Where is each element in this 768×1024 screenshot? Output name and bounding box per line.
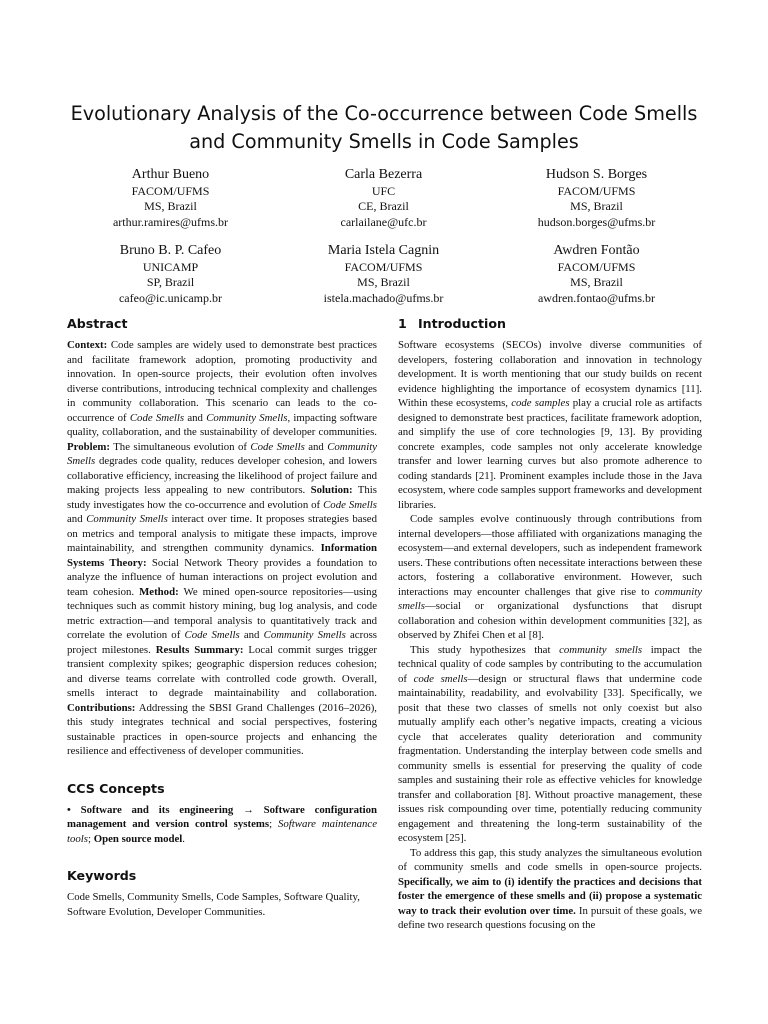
section-title: Introduction	[418, 316, 506, 331]
author-location: CE, Brazil	[358, 199, 409, 214]
author-card	[277, 242, 490, 306]
abstract-span: The simultaneous evolution of	[109, 440, 251, 453]
left-column	[67, 316, 377, 919]
text-span: To address this gap, this study analyzes the simultaneous evolution of community smells and code smells in open-source projects.	[398, 846, 702, 873]
abstract-span: and	[304, 440, 328, 453]
author-email: awdren.fontao@ufms.br	[537, 290, 656, 305]
problem-label: Problem:	[67, 440, 110, 453]
abstract-heading: Abstract	[67, 316, 128, 331]
text-span: code smells	[413, 672, 468, 685]
abstract-span: degrades code quality, reduces developer cohesion, and lowers collaborative efficiency, increasing the likelihood of project failure and making projects less appealing to new contributors.	[67, 455, 377, 496]
text-span: community smells	[559, 643, 643, 656]
ccs-heading: CCS Concepts	[67, 780, 165, 796]
ccs-concept: Open source model	[93, 832, 183, 845]
author-card	[490, 242, 703, 306]
author-card	[277, 166, 490, 230]
author-email: cafeo@ic.unicamp.br	[118, 290, 222, 305]
text-span: In pursuit of these goals, we define two research questions focusing on the	[398, 904, 702, 931]
abstract-span: Addressing the SBSI Grand Challenges (2016–2026), this study integrates technical and social perspectives, fostering sustainable practices in open-source projects and enhancing the resilience and effectiveness of developer communities.	[67, 701, 377, 757]
ccs-concept: Software maintenance tools	[67, 818, 378, 845]
title-line-1: Evolutionary Analysis of the Co-occurrence between Code Smells	[70, 102, 698, 125]
ccs-concept: • Software and its engineering → Software configuration management and version control systems	[67, 803, 377, 830]
paragraph	[398, 512, 702, 643]
author-affiliation: FACOM/UFMS	[131, 184, 210, 198]
abstract-span: Code samples are widely used to demonstrate best practices and facilitate framework adoption, promoting productivity and innovation. In open-source projects, their evolution often involves diverse contributions, introducing technical complexity and challenges in community collaboration. This scenario can leads to the co-occurrence of	[67, 339, 377, 424]
author-affiliation: UNICAMP	[142, 260, 199, 274]
author-location: MS, Brazil	[144, 199, 197, 214]
author-name: Maria Istela Cagnin	[327, 243, 440, 258]
author-email: istela.machado@ufms.br	[323, 290, 444, 305]
keywords-text: Code Smells, Community Smells, Code Samples, Software Quality, Software Evolution, Developer Communities.	[67, 891, 360, 918]
term-code-smells: Code Smells	[129, 411, 185, 424]
author-location: SP, Brazil	[146, 275, 195, 290]
term-community-smells: Community Smells	[263, 629, 346, 641]
author-name: Arthur Bueno	[131, 167, 210, 182]
author-affiliation: UFC	[371, 184, 396, 198]
paragraph	[398, 643, 702, 846]
ccs-text	[67, 803, 377, 847]
contributions-label: Contributions:	[67, 701, 136, 714]
paper-title	[40, 100, 728, 156]
text-span: impact the technical quality of code samples by contributing to the accumulation of	[398, 643, 702, 685]
author-affiliation: FACOM/UFMS	[344, 260, 423, 274]
text-span: Code samples evolve continuously through contributions from internal developers—those affiliated with organizations managing the ecosystem—and external developers, such as independent framework users. These contributions often necessitate interactions between these actors, fostering a collaborative environment. However, such interactions may encounter challenges that give rise to	[398, 513, 702, 598]
theory-label: Information Systems Theory:	[67, 542, 377, 569]
abstract-text	[67, 338, 377, 759]
term-community-smells: Community Smells	[67, 440, 377, 467]
abstract-span: This study investigates how the co-occurrence and evolution of	[67, 484, 377, 511]
term-community-smells: Community Smells	[86, 513, 168, 525]
author-card	[490, 166, 703, 230]
abstract-span: Local commit surges trigger transient complexity spikes; geographic dispersion reduces cohesion; and diverse teams correlate with controlled code growth. Overall, smells interact to degrade maintainability and collaboration.	[67, 643, 377, 699]
abstract-span: Social Network Theory provides a foundation to analyze the influence of human interactions on project evolution and team cohesion.	[67, 556, 377, 598]
author-email: carlailane@ufc.br	[340, 214, 427, 229]
term-code-smells: Code Smells	[184, 629, 240, 641]
right-column	[398, 316, 702, 933]
ccs-sep: ;	[88, 832, 94, 845]
solution-label: Solution:	[310, 484, 353, 496]
author-email: arthur.ramires@ufms.br	[112, 214, 229, 229]
text-span: —social or organizational dysfunctions that disrupt collaboration and cohesion within development communities [32], as observed by Zhifei Chen et al [8].	[398, 600, 702, 641]
results-label: Results Summary:	[155, 643, 244, 656]
context-label: Context:	[67, 339, 108, 351]
author-email: hudson.borges@ufms.br	[537, 214, 656, 229]
text-span: This study hypothesizes that	[410, 643, 560, 656]
intro-heading	[398, 316, 702, 332]
author-card	[64, 242, 277, 306]
author-card	[64, 166, 277, 230]
abstract-span: We mined open-source repositories—using techniques such as commit history mining, bug log analysis, and code metric extraction—and temporal analysis to quantitatively track and correlate the evolution of	[67, 585, 377, 641]
term-code-smells: Code Smells	[250, 440, 305, 453]
section-number: 1	[398, 316, 407, 331]
text-span: Specifically, we aim to (i) identify the practices and decisions that foster the emergence of these smells and (ii) propose a systematic way to track their evolution over time.	[398, 875, 702, 917]
term-code-smells: Code Smells	[323, 498, 378, 511]
paragraph	[398, 846, 702, 933]
ccs-sep: .	[182, 832, 185, 845]
text-span: Software ecosystems (SECOs) involve diverse communities of developers, fostering collaboration and innovation in technology development. It is worth mentioning that our study builds on recent evidence highlighting the importance of ecosystem dynamics [11]. Within these ecosystems,	[398, 339, 702, 409]
text-span: play a crucial role as artifacts designed to demonstrate best practices, facilitate framework adoption, and simplify the use of core technologies [9, 13]. By providing concrete examples, code samples not only accelerate knowledge transfer and lower learning curves but also promote adherence to coding standards [21]. Prominent examples include those in the Java ecosystem, where code samples support frameworks and development libraries.	[398, 397, 703, 511]
abstract-span: and	[67, 513, 87, 525]
keywords-heading: Keywords	[67, 868, 137, 883]
author-name: Bruno B. P. Cafeo	[119, 243, 222, 258]
author-name: Carla Bezerra	[344, 167, 423, 182]
abstract-span: and	[239, 629, 264, 641]
abstract-span: , impacting software quality, collaboration, and the sustainability of developer communities.	[67, 411, 377, 438]
method-label: Method:	[139, 585, 179, 598]
text-span: —design or structural flaws that undermine code maintainability, readability, and evolvability [33]. Specifically, we posit that these two classes of smells not only coexist but also mutually amplify each other’s negative impacts, creating a vicious cycle that accelerates quality deterioration and community fragmentation. Understanding the interplay between code smells and community smells is essential for preserving the quality of code samples and sustaining their role as effective vehicles for knowledge transfer and collaboration [8]. Without proactive management, these issues risk compounding over time, potentially reducing community engagement and threatening the long-term sustainability of the ecosystem [25].	[398, 672, 702, 844]
abstract-span: across project milestones.	[67, 629, 378, 656]
text-span: code samples	[511, 397, 570, 409]
abstract-span: interact over time. It proposes strategies based on metrics and temporal analysis to mitigate these impacts, improve maintainability, and strengthen community dynamics.	[67, 513, 377, 554]
title-line-2: and Community Smells in Code Samples	[189, 130, 579, 153]
author-affiliation: FACOM/UFMS	[557, 184, 636, 198]
abstract-span: and	[184, 411, 207, 424]
author-location: MS, Brazil	[570, 275, 623, 290]
author-name: Awdren Fontão	[553, 243, 640, 258]
term-community-smells: Community Smells	[206, 411, 288, 424]
author-location: MS, Brazil	[357, 275, 410, 290]
author-name: Hudson S. Borges	[545, 167, 648, 182]
ccs-sep: ;	[269, 818, 278, 830]
author-location: MS, Brazil	[570, 199, 623, 214]
paragraph	[398, 338, 702, 512]
author-affiliation: FACOM/UFMS	[557, 260, 636, 274]
text-span: community smells	[398, 585, 702, 612]
